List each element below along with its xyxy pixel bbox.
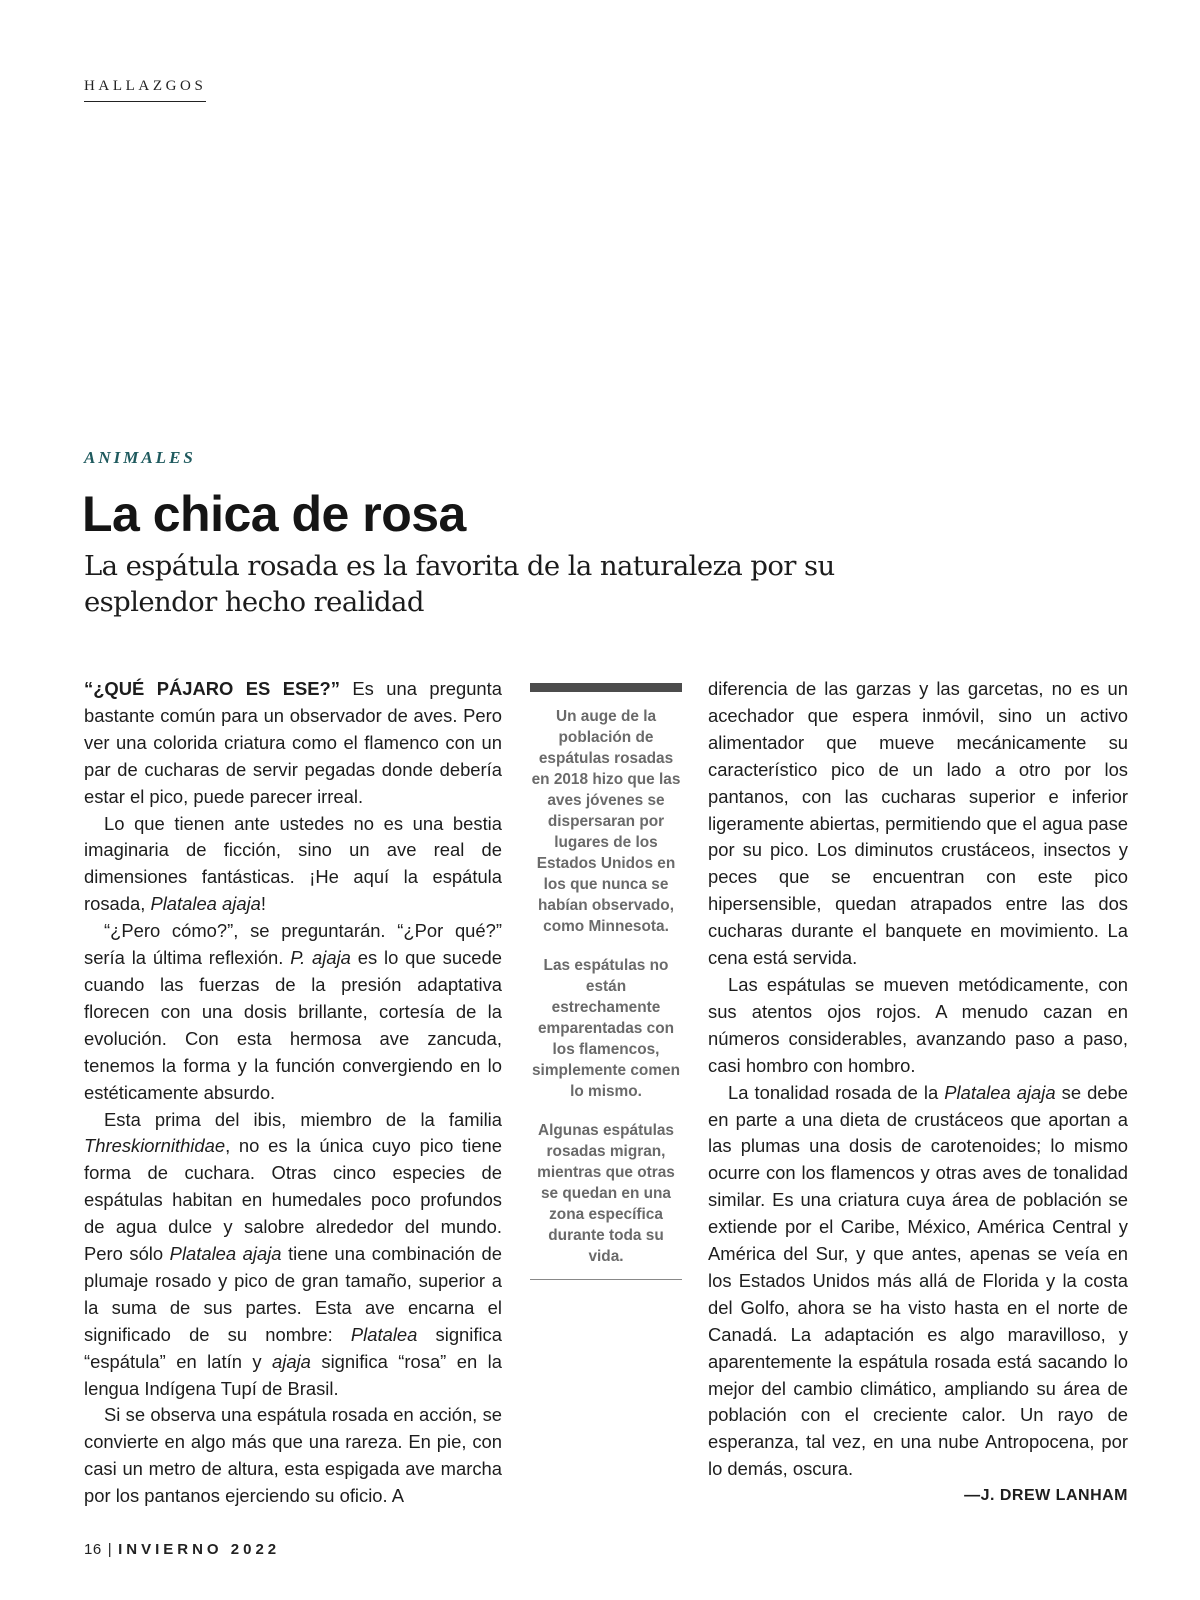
body-paragraph: “¿Pero cómo?”, se preguntarán. “¿Por qué?” sería la última reflexión. P. ajaja es lo que sucede cuando las fuerzas de la presión adaptativa florecen con una dosis brillante, cortesía de la evolución. Con esta hermosa ave zancuda, tenemos la forma y la función convergiendo en lo estéticamente absurdo. <box>84 920 502 1103</box>
category-kicker: ANIMALES <box>84 448 196 467</box>
article-deck: La espátula rosada es la favorita de la naturaleza por su esplendor hecho realidad <box>84 550 835 618</box>
body-column-right <box>708 676 1128 1510</box>
body-paragraph: “¿QUÉ PÁJARO ES ESE?” Es una pregunta bastante común para un observador de aves. Pero ver una colorida criatura como el flamenco con un par de cucharas de servir pegadas donde debería estar el pico, puede parecer irreal. <box>84 678 502 807</box>
lead-in: “¿QUÉ PÁJARO ES ESE?” <box>84 678 340 699</box>
body-paragraph: diferencia de las garzas y las garcetas, no es un acechador que espera inmóvil, sino un activo alimentador que mueve mecánicamente su característico pico de un lado a otro por los pantanos, con las cucharas superior e inferior ligeramente abiertas, permitiendo que el agua pase por su pico. Los diminutos crustáceos, insectos y peces que se encuentran con este pico hipersensible, quedan atrapados entre las dos cucharas durante el banquete en movimiento. La cena está servida. <box>708 678 1128 969</box>
sidebar-facts <box>530 683 682 1280</box>
body-paragraph: Esta prima del ibis, miembro de la familia Threskiornithidae, no es la única cuyo pico tiene forma de cuchara. Otras cinco especies de espátulas habitan en humedales poco profundos de agua dulce y salobre alrededor del mundo. Pero sólo Platalea ajaja tiene una combinación de plumaje rosado y pico de gran tamaño, superior a la suma de sus partes. Esta ave encarna el significado de su nombre: Platalea significa “espátula” en latín y ajaja significa “rosa” en la lengua Indígena Tupí de Brasil. <box>84 1108 502 1399</box>
sidebar-fact: Algunas espátulas rosadas migran, mientras que otras se quedan en una zona específica durante toda su vida. <box>537 1122 675 1265</box>
section-label: HALLAZGOS <box>84 78 206 102</box>
page-number: 16 <box>84 1541 102 1558</box>
page-footer <box>84 1541 280 1558</box>
issue-label: INVIERNO 2022 <box>118 1541 281 1558</box>
body-paragraph: La tonalidad rosada de la Platalea ajaja se debe en parte a una dieta de crustáceos que aportan a las plumas una dosis de carotenoides; lo mismo ocurre con los flamencos y otras aves de tonalidad similar. Es una criatura cuya área de población se extiende por el Caribe, México, América Central y América del Sur, y que antes, apenas se veía en los Estados Unidos más allá de Florida y la costa del Golfo, ahora se ha visto hasta en el norte de Canadá. La adaptación es algo maravilloso, y aparentemente la espátula rosada está sacando lo mejor del cambio climático, ampliando su área de población con el creciente calor. Un rayo de esperanza, tal vez, en una nube Antropocena, por lo demás, oscura. <box>708 1081 1128 1480</box>
body-paragraph: Las espátulas se mueven metódicamente, con sus atentos ojos rojos. A menudo cazan en números considerables, avanzando paso a paso, casi hombro con hombro. <box>708 973 1128 1076</box>
body-paragraph: Si se observa una espátula rosada en acción, se convierte en algo más que una rareza. En pie, con casi un metro de altura, esta espigada ave marcha por los pantanos ejerciendo su oficio. A <box>84 1404 502 1507</box>
footer-separator: | <box>107 1541 113 1558</box>
body-column-left <box>84 676 502 1510</box>
article-headline: La chica de rosa <box>82 486 466 542</box>
sidebar-fact: Un auge de la población de espátulas rosadas en 2018 hizo que las aves jóvenes se dispersaran por lugares de los Estados Unidos en los que nunca se habían observado, como Minnesota. <box>531 708 681 935</box>
sidebar-fact: Las espátulas no están estrechamente emparentadas con los flamencos, simplemente comen lo mismo. <box>532 957 680 1100</box>
body-paragraph: Lo que tienen ante ustedes no es una bestia imaginaria de ficción, sino un ave real de dimensiones fantásticas. ¡He aquí la espátula rosada, Platalea ajaja! <box>84 812 502 915</box>
author-byline: —J. DREW LANHAM <box>964 1487 1128 1505</box>
